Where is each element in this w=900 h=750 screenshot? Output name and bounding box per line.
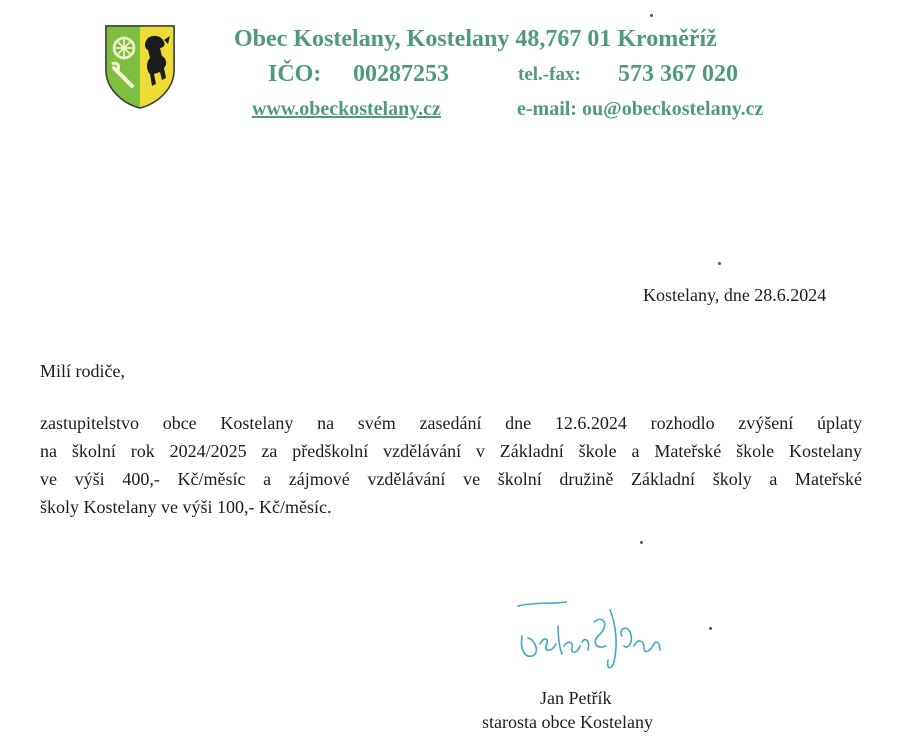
scan-speck <box>640 541 643 544</box>
signer-name: Jan Petřík <box>540 688 612 708</box>
handwritten-signature-icon <box>514 596 684 676</box>
letter-salutation: Milí rodiče, <box>40 361 125 381</box>
letterhead-ico-value: 00287253 <box>353 61 449 87</box>
paragraph-line: ve výši 400,- Kč/měsíc a zájmové vzdělávání ve školní družině Základní školy a Mateřské <box>40 469 862 489</box>
letter-date: Kostelany, dne 28.6.2024 <box>643 285 827 305</box>
letterhead-website-link[interactable]: www.obeckostelany.cz <box>252 98 441 120</box>
letterhead-ico-label: IČO: <box>268 61 322 87</box>
letterhead-address: Obec Kostelany, Kostelany 48,767 01 Kroměříž <box>234 26 717 52</box>
letterhead-email[interactable]: e-mail: ou@obeckostelany.cz <box>517 98 764 120</box>
paragraph-line: zastupitelstvo obce Kostelany na svém zasedání dne 12.6.2024 rozhodlo zvýšení úplaty <box>40 413 862 433</box>
scan-speck <box>650 14 653 17</box>
paragraph-line: školy Kostelany ve výši 100,- Kč/měsíc. <box>40 497 332 517</box>
coat-of-arms-icon <box>104 24 176 110</box>
letter-body-paragraph <box>40 409 862 521</box>
scan-speck <box>709 627 712 630</box>
letterhead-tel-value: 573 367 020 <box>618 61 738 87</box>
scan-speck <box>718 262 721 265</box>
letterhead-tel-label: tel.-fax: <box>518 64 581 85</box>
paragraph-line: na školní rok 2024/2025 za předškolní vzdělávání v Základní škole a Mateřské škole Kostelany <box>40 441 862 461</box>
signer-title: starosta obce Kostelany <box>482 712 653 732</box>
